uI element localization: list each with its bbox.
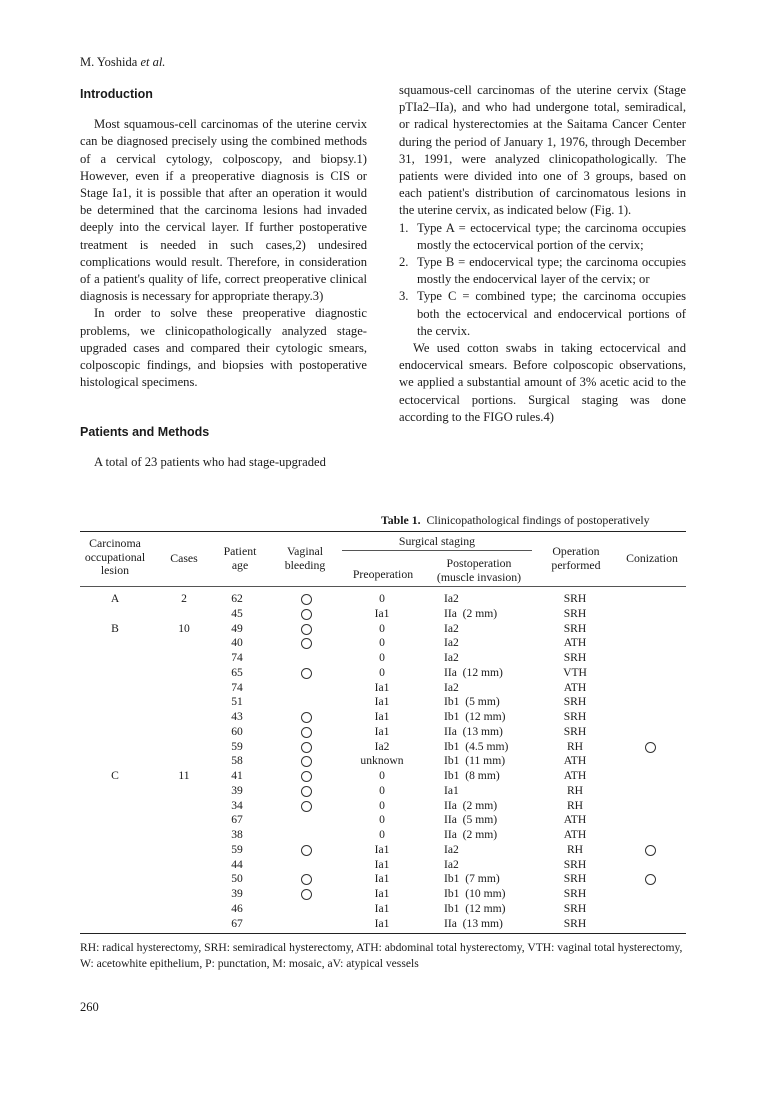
cell-age: 40 <box>231 636 243 650</box>
cell-preoperation: 0 <box>379 665 385 679</box>
cell-postoperation: IIa (13 mm) <box>444 916 503 930</box>
cell-operation: SRH <box>563 621 587 635</box>
header-postop-line: Postoperation <box>446 556 512 570</box>
cell-preoperation: 0 <box>379 636 385 650</box>
cell-postoperation: IIa (12 mm) <box>444 665 503 679</box>
bleeding-circle-mark <box>301 727 312 738</box>
cell-postoperation: Ib1 (10 mm) <box>444 887 506 900</box>
bleeding-circle-mark <box>301 624 312 635</box>
intro-heading: Introduction <box>80 87 153 101</box>
group-lesion: C <box>111 769 119 782</box>
table-label: Table 1. <box>381 513 421 527</box>
header-postoperation <box>426 557 532 584</box>
group-cases: 10 <box>178 621 190 635</box>
cell-operation: SRH <box>563 695 587 709</box>
cell-age: 34 <box>231 798 243 812</box>
list-item <box>399 220 686 254</box>
cell-operation: ATH <box>563 769 587 782</box>
header-lesion-line: lesion <box>100 563 130 577</box>
header-age-line: age <box>231 557 249 572</box>
cell-preoperation: 0 <box>379 651 385 664</box>
cell-postoperation: Ia2 <box>444 636 459 650</box>
cell-age: 39 <box>231 783 243 797</box>
cell-preoperation: Ia1 <box>374 695 390 709</box>
group-cases: 2 <box>181 592 187 605</box>
cell-postoperation: Ia2 <box>444 680 459 694</box>
left-column <box>80 86 367 471</box>
cell-preoperation: Ia1 <box>374 710 390 723</box>
running-head-etal: et al. <box>140 55 166 69</box>
bleeding-circle-mark <box>301 742 312 753</box>
bleeding-circle-mark <box>301 756 312 767</box>
list-item-text: Type B = endocervical type; the carcinoma occupies mostly the endocervical layer of the cervix; or <box>417 255 686 287</box>
cell-postoperation: Ia2 <box>444 621 459 635</box>
cell-age: 46 <box>231 901 243 915</box>
cell-operation: ATH <box>563 636 587 650</box>
cell-postoperation: IIa (2 mm) <box>444 798 498 812</box>
header-operation-line: Operation <box>552 544 600 558</box>
cell-age: 67 <box>231 916 243 930</box>
cell-postoperation: Ib1 (7 mm) <box>444 872 500 886</box>
group-lesion: B <box>111 621 119 635</box>
cell-postoperation: Ia2 <box>444 651 459 664</box>
cell-postoperation: IIa (2 mm) <box>444 828 498 841</box>
bleeding-circle-mark <box>301 638 312 649</box>
bleeding-circle-mark <box>301 609 312 620</box>
cell-preoperation: 0 <box>379 813 385 827</box>
header-operation <box>538 545 614 572</box>
cell-preoperation: 0 <box>379 828 385 841</box>
bleeding-circle-mark <box>301 845 312 856</box>
page-number: 260 <box>80 1000 99 1014</box>
table-header-rule <box>80 586 686 587</box>
header-age <box>215 545 265 572</box>
cell-preoperation: unknown <box>360 754 404 768</box>
cell-preoperation: Ia1 <box>374 872 390 886</box>
cell-age: 41 <box>231 769 243 782</box>
cell-age: 59 <box>231 842 243 856</box>
cell-age: 45 <box>231 606 243 620</box>
cell-age: 58 <box>231 754 243 768</box>
bleeding-circle-mark <box>301 801 312 812</box>
cell-preoperation: Ia1 <box>374 916 390 930</box>
cell-operation: ATH <box>563 754 587 768</box>
cell-age: 62 <box>231 592 243 605</box>
cell-operation: ATH <box>563 680 587 694</box>
cell-postoperation: Ib1 (4.5 mm) <box>444 739 509 753</box>
header-cases: Cases <box>170 551 198 565</box>
cell-preoperation: 0 <box>379 621 385 635</box>
cell-preoperation: Ia1 <box>374 680 390 694</box>
header-surgical-staging: Surgical staging <box>398 534 476 548</box>
cell-preoperation: 0 <box>379 798 385 812</box>
cell-postoperation: IIa (5 mm) <box>444 813 498 827</box>
header-lesion-line: occupational <box>84 549 146 564</box>
cell-operation: SRH <box>563 887 587 900</box>
table-footnote: RH: radical hysterectomy, SRH: semiradical hysterectomy, ATH: abdominal total hysterectomy, VTH: vaginal total hysterectomy, W: acetowhite epithelium, P: punctation, M: mosaic, aV: atypical vessels <box>80 941 683 970</box>
cell-operation: SRH <box>563 592 587 605</box>
cell-preoperation: Ia1 <box>374 842 390 856</box>
conization-circle-mark <box>645 742 656 753</box>
header-conization: Conization <box>626 551 678 565</box>
list-item-number: 1. <box>399 220 409 235</box>
cell-operation: RH <box>566 739 584 753</box>
group-lesion: A <box>110 592 120 605</box>
header-lesion-line: Carcinoma <box>89 536 141 550</box>
right-column <box>399 82 686 426</box>
cell-operation: SRH <box>563 710 587 723</box>
cell-preoperation: 0 <box>379 592 385 605</box>
header-postop-line: (muscle invasion) <box>436 569 522 584</box>
cell-age: 60 <box>231 724 243 738</box>
bleeding-circle-mark <box>301 874 312 885</box>
list-item-text: Type A = ectocervical type; the carcinoma occupies mostly the ectocervical portion of the cervix; <box>417 220 686 252</box>
list-item <box>399 254 686 288</box>
surgical-staging-rule <box>342 550 532 551</box>
cell-preoperation: Ia1 <box>374 857 390 871</box>
cell-preoperation: Ia1 <box>374 887 390 900</box>
cell-operation: SRH <box>563 724 587 738</box>
type-list <box>399 220 686 340</box>
header-bleeding <box>272 545 338 572</box>
cell-preoperation: Ia1 <box>374 901 390 915</box>
cell-age: 59 <box>231 739 243 753</box>
cell-preoperation: Ia1 <box>374 724 390 738</box>
list-item-text: Type C = combined type; the carcinoma occupies both the ectocervical and endocervical portions of the cervix. <box>417 289 686 338</box>
cell-postoperation: Ib1 (12 mm) <box>444 901 506 915</box>
methods-paragraph-1-continued: squamous-cell carcinomas of the uterine cervix (Stage pTIa2–IIa), and who had undergone total, semiradical, or radical hysterectomies at the Saitama Cancer Center during the period of January 1, 1976, through December 31, 1991, were analyzed clinicopathologically. The patients were divided into one of 3 groups, based on each patient's distribution of carcinomatous lesions in the uterine cervix, as indicated below (Fig. 1). <box>399 83 686 218</box>
methods-paragraph-1: A total of 23 patients who had stage-upgraded <box>94 454 326 469</box>
cell-age: 49 <box>231 621 243 635</box>
cell-operation: SRH <box>563 857 587 871</box>
intro-paragraph-1: Most squamous-cell carcinomas of the uterine cervix can be diagnosed precisely using the combined methods of a cervical cytology, colposcopy, and biopsy.1) However, even if a preoperative diagnosis is CIS or Stage Ia1, it is possible that after an operation it would be determined that the carcinoma lesions had invaded deeply into the cervical layer. If further postoperative treatment is needed in such cases,2) undesired complications would result. Therefore, in consideration of a patient's quality of life, correct preoperative clinical diagnosis is necessary for appropriate therapy.3) <box>80 117 367 304</box>
table-bottom-rule <box>80 933 686 934</box>
cell-age: 67 <box>231 813 243 827</box>
cell-postoperation: Ib1 (12 mm) <box>444 710 506 723</box>
cell-operation: RH <box>566 783 584 797</box>
cell-postoperation: Ib1 (11 mm) <box>444 754 506 768</box>
cell-preoperation: Ia1 <box>374 606 390 620</box>
cell-operation: ATH <box>563 813 587 827</box>
header-age-line: Patient <box>223 544 257 558</box>
cell-postoperation: Ia2 <box>444 857 459 871</box>
header-bleeding-line: bleeding <box>284 557 326 572</box>
list-item <box>399 288 686 340</box>
cell-postoperation: Ia1 <box>444 783 459 797</box>
bleeding-circle-mark <box>301 889 312 900</box>
running-head-author: M. Yoshida <box>80 55 138 69</box>
cell-operation: SRH <box>563 872 587 886</box>
intro-paragraph-2: In order to solve these preoperative diagnostic problems, we clinicopathologically analyzed stage-upgraded cases and compared their cytologic smears, colposcopic findings, and biopsies with postoperative histological specimens. <box>80 306 367 390</box>
table-caption <box>381 513 650 528</box>
cell-postoperation: IIa (13 mm) <box>444 724 503 738</box>
cell-preoperation: 0 <box>379 783 385 797</box>
cell-age: 74 <box>231 680 243 694</box>
cell-operation: RH <box>566 798 584 812</box>
cell-age: 39 <box>231 887 243 900</box>
cell-age: 51 <box>231 695 243 709</box>
cell-preoperation: Ia2 <box>374 739 390 753</box>
findings-table <box>80 531 686 934</box>
cell-operation: SRH <box>563 651 587 664</box>
bleeding-circle-mark <box>301 712 312 723</box>
list-item-number: 3. <box>399 289 409 304</box>
bleeding-circle-mark <box>301 771 312 782</box>
list-item-number: 2. <box>399 255 409 270</box>
cell-operation: SRH <box>563 901 587 915</box>
methods-heading: Patients and Methods <box>80 425 210 440</box>
conization-circle-mark <box>645 874 656 885</box>
bleeding-circle-mark <box>301 594 312 605</box>
cell-age: 50 <box>231 872 243 886</box>
header-preoperation: Preoperation <box>352 567 414 581</box>
cell-operation: RH <box>566 842 584 856</box>
methods-paragraph-2: We used cotton swabs in taking ectocervical and endocervical smears. Before colposcopic observations, we applied a substantial amount of 3% acetic acid to the ectocervical portions. Surgical staging was done according to the FIGO rules.4) <box>399 341 686 424</box>
group-cases: 11 <box>178 769 190 782</box>
table-top-rule <box>80 531 686 532</box>
cell-preoperation: 0 <box>379 769 385 782</box>
cell-operation: ATH <box>563 828 587 841</box>
header-operation-line: performed <box>551 557 601 572</box>
cell-postoperation: Ia2 <box>444 842 459 856</box>
cell-postoperation: IIa (2 mm) <box>444 606 498 620</box>
cell-operation: SRH <box>563 916 587 930</box>
cell-age: 74 <box>231 651 243 664</box>
cell-operation: VTH <box>563 665 587 679</box>
cell-age: 43 <box>231 710 243 723</box>
header-lesion <box>80 537 150 578</box>
cell-age: 38 <box>231 828 243 841</box>
cell-postoperation: Ib1 (5 mm) <box>444 695 500 709</box>
cell-postoperation: Ia2 <box>444 592 459 605</box>
header-bleeding-line: Vaginal <box>286 544 324 558</box>
cell-age: 44 <box>231 857 243 871</box>
cell-postoperation: Ib1 (8 mm) <box>444 769 500 782</box>
cell-operation: SRH <box>563 606 587 620</box>
table-title: Clinicopathological findings of postoperatively <box>426 513 650 527</box>
cell-age: 65 <box>231 665 243 679</box>
running-head <box>80 55 165 70</box>
conization-circle-mark <box>645 845 656 856</box>
bleeding-circle-mark <box>301 668 312 679</box>
bleeding-circle-mark <box>301 786 312 797</box>
